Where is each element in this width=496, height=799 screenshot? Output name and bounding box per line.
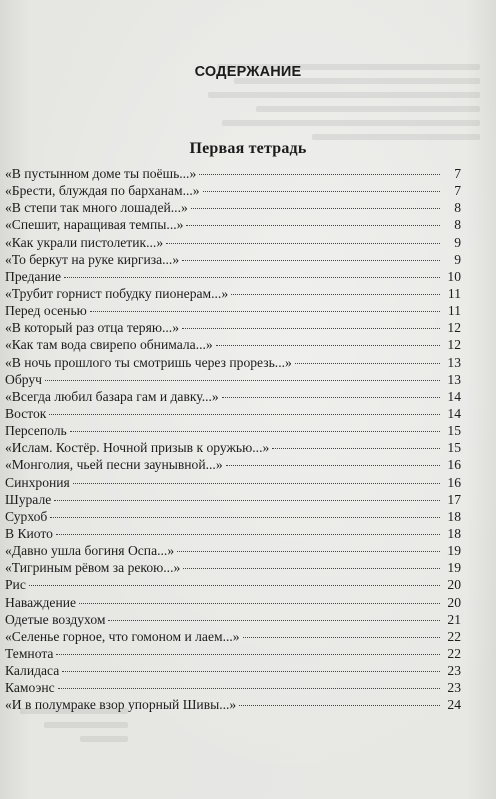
- toc-dot-leader: [56, 654, 440, 655]
- toc-entry-page: 23: [447, 680, 461, 696]
- toc-entry-page: 7: [454, 166, 461, 181]
- toc-entry: [5, 439, 461, 456]
- toc-entry: [5, 285, 461, 302]
- toc-entry-title: Обруч: [5, 371, 42, 387]
- toc-entry: [5, 182, 461, 199]
- toc-entry-page: 12: [447, 320, 461, 336]
- toc-dot-leader: [295, 363, 440, 364]
- toc-entry: [5, 302, 461, 319]
- toc-entry-title: Перед осенью: [5, 303, 87, 319]
- toc-dot-leader: [199, 174, 440, 175]
- toc-entry-title: Темнота: [5, 645, 54, 661]
- toc-entry-title: «В пустынном доме ты поёшь...»: [5, 166, 197, 181]
- toc-entry-page: 18: [447, 508, 461, 524]
- toc-entry: [5, 525, 461, 542]
- toc-entry-page: 11: [447, 303, 461, 319]
- toc-entry-page: 21: [447, 611, 461, 627]
- toc-entry-page: 11: [447, 285, 461, 301]
- toc-entry: [5, 216, 461, 233]
- toc-dot-leader: [177, 551, 440, 552]
- toc-entry-page: 15: [447, 423, 461, 439]
- toc-dot-leader: [191, 208, 440, 209]
- toc-dot-leader: [226, 465, 440, 466]
- toc-entry-title: «Спешит, наращивая темпы...»: [5, 217, 184, 233]
- toc-dot-leader: [73, 483, 440, 484]
- toc-entry: [5, 388, 461, 405]
- toc-dot-leader: [272, 448, 440, 449]
- toc-entry-title: «Как там вода свирепо обнимала...»: [5, 337, 213, 353]
- toc-entry-title: «Селенье горное, что гомоном и лаем...»: [5, 628, 240, 644]
- table-of-contents: [5, 165, 461, 714]
- toc-entry-title: Предание: [5, 268, 62, 284]
- toc-entry: [5, 662, 461, 679]
- toc-entry-title: «Всегда любил базара гам и давку...»: [5, 388, 219, 404]
- toc-entry-page: 13: [447, 354, 461, 370]
- toc-dot-leader: [183, 568, 440, 569]
- toc-entry-title: Камоэнс: [5, 680, 55, 696]
- toc-entry-page: 22: [447, 645, 461, 661]
- toc-entry: [5, 594, 461, 611]
- toc-dot-leader: [79, 603, 440, 604]
- toc-dot-leader: [182, 328, 440, 329]
- toc-entry: [5, 422, 461, 439]
- toc-entry-page: 20: [447, 577, 461, 593]
- toc-dot-leader: [54, 500, 440, 501]
- toc-entry-title: Калидаса: [5, 663, 60, 679]
- toc-entry-title: Шурале: [5, 491, 52, 507]
- toc-entry: [5, 354, 461, 371]
- toc-entry: [5, 696, 461, 713]
- toc-dot-leader: [90, 311, 440, 312]
- toc-dot-leader: [45, 380, 440, 381]
- toc-entry-page: 14: [447, 405, 461, 421]
- toc-entry-page: 16: [447, 457, 461, 473]
- toc-entry: [5, 542, 461, 559]
- toc-entry-title: «Тигриным рёвом за рекою...»: [5, 560, 181, 576]
- toc-entry-title: «Давно ушла богиня Оспа...»: [5, 543, 175, 559]
- toc-entry-page: 17: [447, 491, 461, 507]
- toc-entry-page: 12: [447, 337, 461, 353]
- toc-dot-leader: [62, 671, 440, 672]
- toc-entry: [5, 251, 461, 268]
- toc-entry-title: «Трубит горнист побудку пионерам...»: [5, 285, 229, 301]
- toc-dot-leader: [203, 191, 440, 192]
- toc-entry-page: 8: [454, 217, 461, 233]
- toc-dot-leader: [49, 414, 440, 415]
- toc-entry-title: Рис: [5, 577, 26, 593]
- toc-dot-leader: [216, 345, 440, 346]
- toc-dot-leader: [239, 705, 440, 706]
- toc-entry: [5, 611, 461, 628]
- toc-entry: [5, 456, 461, 473]
- toc-entry-page: 19: [447, 543, 461, 559]
- toc-entry-page: 24: [447, 697, 461, 713]
- toc-dot-leader: [243, 637, 440, 638]
- toc-entry-title: «Ислам. Костёр. Ночной призыв к оружью...»: [5, 440, 270, 456]
- toc-entry-title: «То беркут на руке киргиза...»: [5, 251, 180, 267]
- toc-dot-leader: [70, 431, 440, 432]
- toc-entry-title: «Брести, блуждая по барханам...»: [5, 183, 200, 199]
- toc-dot-leader: [64, 277, 440, 278]
- toc-entry-page: 9: [454, 234, 461, 250]
- toc-entry-page: 8: [454, 200, 461, 216]
- toc-dot-leader: [108, 620, 440, 621]
- toc-entry: [5, 268, 461, 285]
- toc-entry: [5, 559, 461, 576]
- toc-entry-title: «В ночь прошлого ты смотришь через прорезь...»: [5, 354, 292, 370]
- toc-entry-title: Синхрония: [5, 474, 70, 490]
- toc-dot-leader: [50, 517, 440, 518]
- toc-entry-page: 13: [447, 371, 461, 387]
- toc-entry-title: «Как украли пистолетик...»: [5, 234, 164, 250]
- toc-entry-page: 9: [454, 251, 461, 267]
- toc-entry: [5, 234, 461, 251]
- toc-dot-leader: [29, 585, 440, 586]
- toc-entry-page: 14: [447, 388, 461, 404]
- toc-entry: [5, 319, 461, 336]
- toc-entry-page: 16: [447, 474, 461, 490]
- toc-entry: [5, 336, 461, 353]
- toc-entry-title: Восток: [5, 405, 47, 421]
- toc-entry-page: 18: [447, 525, 461, 541]
- toc-entry-title: Персеполь: [5, 423, 67, 439]
- toc-entry-page: 15: [447, 440, 461, 456]
- toc-entry: [5, 645, 461, 662]
- toc-entry-page: 22: [447, 628, 461, 644]
- contents-heading: СОДЕРЖАНИЕ: [194, 64, 302, 80]
- toc-entry: [5, 576, 461, 593]
- toc-dot-leader: [186, 225, 440, 226]
- toc-dot-leader: [56, 534, 440, 535]
- toc-entry-title: «Монголия, чьей песни заунывной...»: [5, 457, 223, 473]
- toc-entry: [5, 371, 461, 388]
- toc-dot-leader: [58, 688, 440, 689]
- toc-entry-title: Сурхоб: [5, 508, 48, 524]
- toc-entry-title: «В степи так много лошадей...»: [5, 200, 188, 216]
- toc-dot-leader: [222, 397, 440, 398]
- toc-entry-page: 7: [454, 183, 461, 199]
- toc-entry-page: 23: [447, 663, 461, 679]
- toc-entry: [5, 628, 461, 645]
- toc-entry-page: 19: [447, 560, 461, 576]
- toc-entry: [5, 491, 461, 508]
- section-heading: Первая тетрадь: [189, 140, 307, 157]
- toc-entry-title: В Киото: [5, 525, 53, 541]
- toc-dot-leader: [231, 294, 440, 295]
- toc-entry: [5, 199, 461, 216]
- toc-entry: [5, 165, 461, 182]
- toc-entry: [5, 679, 461, 696]
- toc-entry-title: «В который раз отца теряю...»: [5, 320, 179, 336]
- toc-entry-page: 10: [447, 268, 461, 284]
- toc-entry: [5, 474, 461, 491]
- toc-entry-page: 20: [447, 594, 461, 610]
- toc-entry-title: Наваждение: [5, 594, 77, 610]
- toc-entry: [5, 405, 461, 422]
- toc-dot-leader: [182, 260, 440, 261]
- toc-entry-title: «И в полумраке взор упорный Шивы...»: [5, 697, 237, 713]
- toc-dot-leader: [166, 243, 440, 244]
- toc-entry-title: Одетые воздухом: [5, 611, 106, 627]
- toc-entry: [5, 508, 461, 525]
